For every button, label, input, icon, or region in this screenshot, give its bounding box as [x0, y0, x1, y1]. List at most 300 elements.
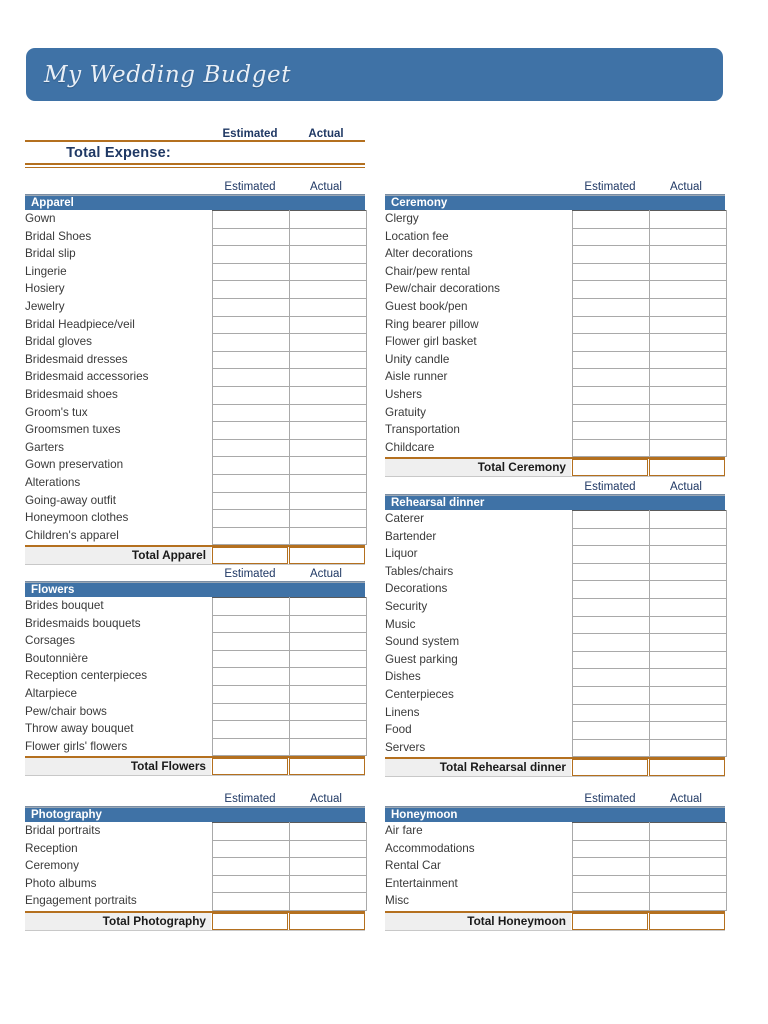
table-row — [385, 875, 727, 893]
actual-input-cell[interactable] — [650, 858, 727, 876]
section-title-photography: Photography — [25, 807, 365, 822]
estimated-input-cell[interactable] — [213, 738, 290, 756]
estimated-input-cell[interactable] — [213, 281, 290, 299]
estimated-input-cell[interactable] — [573, 511, 650, 529]
total-estimated-cell[interactable] — [572, 459, 648, 476]
table-row — [25, 246, 367, 264]
table-row — [385, 686, 727, 704]
actual-input-cell[interactable] — [650, 875, 727, 893]
item-label: Centerpieces — [385, 687, 454, 701]
table-row — [385, 669, 727, 687]
actual-input-cell[interactable] — [290, 246, 367, 264]
actual-input-cell[interactable] — [650, 334, 727, 352]
actual-input-cell[interactable] — [290, 439, 367, 457]
item-label: Tables/chairs — [385, 564, 454, 578]
table-row — [25, 721, 367, 739]
estimated-input-cell[interactable] — [213, 474, 290, 492]
total-estimated-cell[interactable] — [212, 913, 288, 930]
actual-input-cell[interactable] — [650, 704, 727, 722]
item-label: Ring bearer pillow — [385, 317, 479, 331]
item-label: Gown — [25, 212, 56, 225]
actual-input-cell[interactable] — [290, 527, 367, 545]
section-title-rehearsal-dinner: Rehearsal dinner — [385, 495, 725, 510]
table-row — [25, 369, 367, 387]
estimated-input-cell[interactable] — [213, 823, 290, 841]
table-row — [385, 634, 727, 652]
column-header-estimated: Estimated — [224, 793, 276, 805]
actual-input-cell[interactable] — [290, 650, 367, 668]
actual-input-cell[interactable] — [650, 546, 727, 564]
actual-input-cell[interactable] — [650, 316, 727, 334]
actual-input-cell[interactable] — [650, 281, 727, 299]
table-row — [25, 738, 367, 756]
section-item-table — [385, 210, 727, 457]
estimated-input-cell[interactable] — [213, 386, 290, 404]
actual-input-cell[interactable] — [650, 211, 727, 229]
table-row — [25, 633, 367, 651]
section-total-block — [385, 757, 725, 777]
column-header-actual: Actual — [670, 481, 702, 493]
estimated-input-cell[interactable] — [573, 228, 650, 246]
table-row — [385, 722, 727, 740]
section-title-honeymoon: Honeymoon — [385, 807, 725, 822]
item-label: Alterations — [25, 475, 81, 489]
item-label: Security — [385, 599, 428, 613]
item-label: Corsages — [25, 634, 76, 648]
actual-input-cell[interactable] — [650, 528, 727, 546]
actual-input-cell[interactable] — [290, 298, 367, 316]
section-title-apparel: Apparel — [25, 195, 365, 210]
table-row — [385, 386, 727, 404]
item-label: Transportation — [385, 423, 460, 437]
total-underline — [385, 930, 725, 931]
table-row — [385, 298, 727, 316]
total-estimated-cell[interactable] — [572, 913, 648, 930]
actual-input-cell[interactable] — [650, 422, 727, 440]
column-header-estimated: Estimated — [224, 568, 276, 580]
actual-input-cell[interactable] — [650, 840, 727, 858]
estimated-input-cell[interactable] — [213, 422, 290, 440]
item-label: Bridal Shoes — [25, 229, 92, 243]
column-header-actual: Actual — [310, 568, 342, 580]
item-label: Linens — [385, 705, 420, 719]
estimated-input-cell[interactable] — [573, 739, 650, 757]
estimated-input-cell[interactable] — [213, 893, 290, 911]
estimated-input-cell[interactable] — [573, 298, 650, 316]
item-label: Hosiery — [25, 282, 65, 296]
estimated-input-cell[interactable] — [573, 704, 650, 722]
total-underline — [25, 930, 365, 931]
estimated-input-cell[interactable] — [213, 246, 290, 264]
estimated-input-cell[interactable] — [213, 685, 290, 703]
column-header-actual: Actual — [310, 793, 342, 805]
table-row — [25, 422, 367, 440]
section-ceremony — [385, 178, 725, 477]
total-estimated-cell[interactable] — [572, 759, 648, 776]
item-label: Honeymoon clothes — [25, 511, 129, 525]
actual-input-cell[interactable] — [290, 510, 367, 528]
estimated-input-cell[interactable] — [573, 598, 650, 616]
estimated-input-cell[interactable] — [213, 369, 290, 387]
table-row — [385, 704, 727, 722]
estimated-input-cell[interactable] — [213, 703, 290, 721]
estimated-input-cell[interactable] — [573, 546, 650, 564]
estimated-input-cell[interactable] — [213, 316, 290, 334]
table-row — [385, 211, 727, 229]
estimated-input-cell[interactable] — [573, 875, 650, 893]
estimated-input-cell[interactable] — [573, 858, 650, 876]
actual-input-cell[interactable] — [650, 263, 727, 281]
estimated-input-cell[interactable] — [213, 263, 290, 281]
estimated-input-cell[interactable] — [213, 527, 290, 545]
section-total-block — [25, 911, 365, 931]
section-total-block — [385, 911, 725, 931]
item-label: Ushers — [385, 387, 423, 401]
table-row — [385, 546, 727, 564]
section-total-label: Total Flowers — [25, 758, 211, 775]
table-row — [25, 685, 367, 703]
estimated-input-cell[interactable] — [573, 386, 650, 404]
table-row — [385, 369, 727, 387]
item-label: Engagement portraits — [25, 894, 137, 908]
section-column-headers — [25, 565, 365, 581]
section-item-table — [385, 510, 727, 757]
actual-input-cell[interactable] — [290, 492, 367, 510]
section-title-ceremony: Ceremony — [385, 195, 725, 210]
table-row — [385, 263, 727, 281]
item-label: Bartender — [385, 529, 437, 543]
section-total-row — [385, 913, 725, 930]
item-label: Sound system — [385, 635, 460, 649]
estimated-input-cell[interactable] — [573, 439, 650, 457]
estimated-input-cell[interactable] — [573, 422, 650, 440]
estimated-input-cell[interactable] — [573, 840, 650, 858]
table-row — [25, 439, 367, 457]
item-label: Brides bouquet — [25, 599, 104, 612]
item-label: Boutonnière — [25, 651, 89, 665]
actual-input-cell[interactable] — [290, 404, 367, 422]
actual-input-cell[interactable] — [650, 404, 727, 422]
total-actual-cell[interactable] — [289, 758, 365, 775]
estimated-input-cell[interactable] — [573, 369, 650, 387]
item-label: Alter decorations — [385, 247, 473, 261]
estimated-input-cell[interactable] — [213, 510, 290, 528]
item-label: Dishes — [385, 670, 421, 684]
table-row — [25, 840, 367, 858]
table-row — [25, 386, 367, 404]
actual-input-cell[interactable] — [290, 474, 367, 492]
table-row — [385, 511, 727, 529]
section-total-label: Total Honeymoon — [385, 913, 571, 930]
actual-input-cell[interactable] — [650, 246, 727, 264]
table-row — [25, 510, 367, 528]
item-label: Servers — [385, 740, 426, 754]
estimated-input-cell[interactable] — [573, 563, 650, 581]
actual-input-cell[interactable] — [290, 351, 367, 369]
column-header-estimated: Estimated — [584, 181, 636, 193]
total-estimated-cell[interactable] — [212, 758, 288, 775]
item-label: Flower girl basket — [385, 335, 477, 349]
actual-input-cell[interactable] — [650, 651, 727, 669]
actual-input-cell[interactable] — [650, 581, 727, 599]
section-total-row — [25, 547, 365, 564]
actual-input-cell[interactable] — [290, 422, 367, 440]
total-underline — [25, 775, 365, 776]
section-total-block — [25, 756, 365, 776]
table-row — [25, 598, 367, 616]
section-item-table — [25, 822, 367, 911]
estimated-input-cell[interactable] — [213, 334, 290, 352]
table-row — [385, 598, 727, 616]
table-row — [385, 334, 727, 352]
total-actual-cell[interactable] — [649, 759, 725, 776]
section-item-table — [385, 822, 727, 911]
section-column-headers — [25, 178, 365, 194]
actual-input-cell[interactable] — [650, 893, 727, 911]
section-column-headers — [385, 478, 725, 494]
item-label: Lingerie — [25, 264, 67, 278]
item-label: Groom's tux — [25, 405, 88, 419]
section-title-flowers: Flowers — [25, 582, 365, 597]
section-total-row — [385, 459, 725, 476]
actual-input-cell[interactable] — [290, 840, 367, 858]
column-header-actual: Actual — [670, 181, 702, 193]
table-row — [25, 527, 367, 545]
table-row — [385, 528, 727, 546]
actual-input-cell[interactable] — [650, 511, 727, 529]
item-label: Gratuity — [385, 405, 426, 419]
actual-input-cell[interactable] — [650, 228, 727, 246]
page-title-banner — [26, 48, 723, 101]
section-total-label: Total Photography — [25, 913, 211, 930]
item-label: Bridal gloves — [25, 335, 92, 349]
actual-input-cell[interactable] — [290, 668, 367, 686]
column-header-estimated: Estimated — [222, 128, 278, 140]
actual-input-cell[interactable] — [650, 823, 727, 841]
total-actual-cell[interactable] — [289, 913, 365, 930]
table-row — [385, 840, 727, 858]
item-label: Altarpiece — [25, 686, 77, 700]
actual-input-cell[interactable] — [650, 598, 727, 616]
actual-input-cell[interactable] — [290, 721, 367, 739]
item-label: Going-away outfit — [25, 493, 116, 507]
actual-input-cell[interactable] — [650, 739, 727, 757]
table-row — [25, 298, 367, 316]
estimated-input-cell[interactable] — [213, 633, 290, 651]
table-row — [385, 581, 727, 599]
actual-input-cell[interactable] — [650, 616, 727, 634]
item-label: Pew/chair decorations — [385, 282, 500, 296]
actual-input-cell[interactable] — [650, 686, 727, 704]
estimated-input-cell[interactable] — [573, 722, 650, 740]
item-label: Bridesmaid shoes — [25, 387, 118, 401]
actual-input-cell[interactable] — [290, 369, 367, 387]
table-row — [25, 823, 367, 841]
total-underline — [385, 776, 725, 777]
item-label: Food — [385, 723, 412, 737]
estimated-input-cell[interactable] — [573, 263, 650, 281]
section-flowers — [25, 565, 365, 776]
item-label: Children's apparel — [25, 528, 119, 542]
estimated-input-cell[interactable] — [573, 581, 650, 599]
estimated-input-cell[interactable] — [573, 651, 650, 669]
actual-input-cell[interactable] — [290, 615, 367, 633]
estimated-input-cell[interactable] — [573, 316, 650, 334]
estimated-input-cell[interactable] — [213, 721, 290, 739]
table-row — [385, 281, 727, 299]
item-label: Air fare — [385, 824, 423, 837]
estimated-input-cell[interactable] — [213, 875, 290, 893]
actual-input-cell[interactable] — [290, 457, 367, 475]
page-title: My Wedding Budget — [44, 61, 292, 88]
estimated-input-cell[interactable] — [573, 246, 650, 264]
estimated-input-cell[interactable] — [213, 351, 290, 369]
item-label: Bridal portraits — [25, 824, 101, 837]
table-row — [385, 439, 727, 457]
actual-input-cell[interactable] — [290, 703, 367, 721]
table-row — [25, 334, 367, 352]
estimated-input-cell[interactable] — [213, 615, 290, 633]
actual-input-cell[interactable] — [290, 598, 367, 616]
estimated-input-cell[interactable] — [213, 598, 290, 616]
section-item-table — [25, 597, 367, 756]
item-label: Reception — [25, 841, 78, 855]
actual-input-cell[interactable] — [650, 369, 727, 387]
actual-input-cell[interactable] — [650, 351, 727, 369]
table-row — [385, 246, 727, 264]
actual-input-cell[interactable] — [290, 633, 367, 651]
estimated-input-cell[interactable] — [573, 893, 650, 911]
item-label: Clergy — [385, 212, 419, 225]
estimated-input-cell[interactable] — [573, 634, 650, 652]
table-row — [25, 858, 367, 876]
estimated-input-cell[interactable] — [573, 211, 650, 229]
table-row — [385, 563, 727, 581]
actual-input-cell[interactable] — [650, 669, 727, 687]
table-row — [25, 316, 367, 334]
total-estimated-cell[interactable] — [212, 547, 288, 564]
estimated-input-cell[interactable] — [213, 228, 290, 246]
estimated-input-cell[interactable] — [573, 281, 650, 299]
estimated-input-cell[interactable] — [213, 840, 290, 858]
table-row — [385, 228, 727, 246]
section-total-label: Total Ceremony — [385, 459, 571, 476]
item-label: Ceremony — [25, 859, 79, 873]
table-row — [25, 650, 367, 668]
table-row — [25, 615, 367, 633]
item-label: Music — [385, 617, 416, 631]
total-actual-cell[interactable] — [649, 913, 725, 930]
section-total-label: Total Rehearsal dinner — [385, 759, 571, 776]
section-column-headers — [385, 178, 725, 194]
table-row — [25, 474, 367, 492]
section-apparel — [25, 178, 365, 565]
column-header-actual: Actual — [308, 128, 344, 140]
actual-input-cell[interactable] — [650, 298, 727, 316]
table-row — [25, 351, 367, 369]
actual-input-cell[interactable] — [290, 685, 367, 703]
actual-input-cell[interactable] — [290, 738, 367, 756]
actual-input-cell[interactable] — [290, 316, 367, 334]
section-total-block — [385, 457, 725, 477]
column-header-estimated: Estimated — [224, 181, 276, 193]
table-row — [25, 404, 367, 422]
estimated-input-cell[interactable] — [213, 404, 290, 422]
total-expense-actual-cell[interactable] — [288, 142, 364, 163]
table-row — [25, 211, 367, 229]
item-label: Jewelry — [25, 299, 65, 313]
total-actual-cell[interactable] — [289, 547, 365, 564]
estimated-input-cell[interactable] — [213, 457, 290, 475]
actual-input-cell[interactable] — [650, 563, 727, 581]
actual-input-cell[interactable] — [290, 334, 367, 352]
estimated-input-cell[interactable] — [573, 351, 650, 369]
estimated-input-cell[interactable] — [573, 823, 650, 841]
actual-input-cell[interactable] — [290, 263, 367, 281]
item-label: Location fee — [385, 229, 449, 243]
estimated-input-cell[interactable] — [213, 668, 290, 686]
total-expense-estimated-cell[interactable] — [212, 142, 288, 163]
estimated-input-cell[interactable] — [213, 439, 290, 457]
table-row — [25, 457, 367, 475]
item-label: Unity candle — [385, 352, 450, 366]
estimated-input-cell[interactable] — [213, 650, 290, 668]
column-header-actual: Actual — [670, 793, 702, 805]
estimated-input-cell[interactable] — [213, 211, 290, 229]
actual-input-cell[interactable] — [290, 386, 367, 404]
estimated-input-cell[interactable] — [213, 492, 290, 510]
actual-input-cell[interactable] — [290, 281, 367, 299]
actual-input-cell[interactable] — [290, 875, 367, 893]
estimated-input-cell[interactable] — [573, 686, 650, 704]
item-label: Groomsmen tuxes — [25, 423, 121, 437]
item-label: Childcare — [385, 440, 435, 454]
actual-input-cell[interactable] — [290, 211, 367, 229]
table-row — [385, 422, 727, 440]
column-header-estimated: Estimated — [584, 793, 636, 805]
table-row — [385, 404, 727, 422]
actual-input-cell[interactable] — [290, 893, 367, 911]
actual-input-cell[interactable] — [650, 722, 727, 740]
estimated-input-cell[interactable] — [573, 669, 650, 687]
estimated-input-cell[interactable] — [573, 528, 650, 546]
actual-input-cell[interactable] — [290, 228, 367, 246]
total-actual-cell[interactable] — [649, 459, 725, 476]
actual-input-cell[interactable] — [650, 386, 727, 404]
section-photography — [25, 790, 365, 931]
total-expense-label: Total Expense: — [66, 144, 171, 161]
table-row — [385, 651, 727, 669]
table-row — [25, 492, 367, 510]
item-label: Chair/pew rental — [385, 264, 471, 278]
estimated-input-cell[interactable] — [573, 616, 650, 634]
actual-input-cell[interactable] — [290, 858, 367, 876]
estimated-input-cell[interactable] — [213, 858, 290, 876]
total-expense-column-headers — [25, 124, 365, 140]
estimated-input-cell[interactable] — [573, 404, 650, 422]
actual-input-cell[interactable] — [650, 439, 727, 457]
actual-input-cell[interactable] — [650, 634, 727, 652]
item-label: Decorations — [385, 582, 448, 596]
table-row — [385, 616, 727, 634]
actual-input-cell[interactable] — [290, 823, 367, 841]
section-total-block — [25, 545, 365, 565]
section-column-headers — [385, 790, 725, 806]
estimated-input-cell[interactable] — [573, 334, 650, 352]
item-label: Guest parking — [385, 652, 458, 666]
section-total-row — [25, 913, 365, 930]
estimated-input-cell[interactable] — [213, 298, 290, 316]
